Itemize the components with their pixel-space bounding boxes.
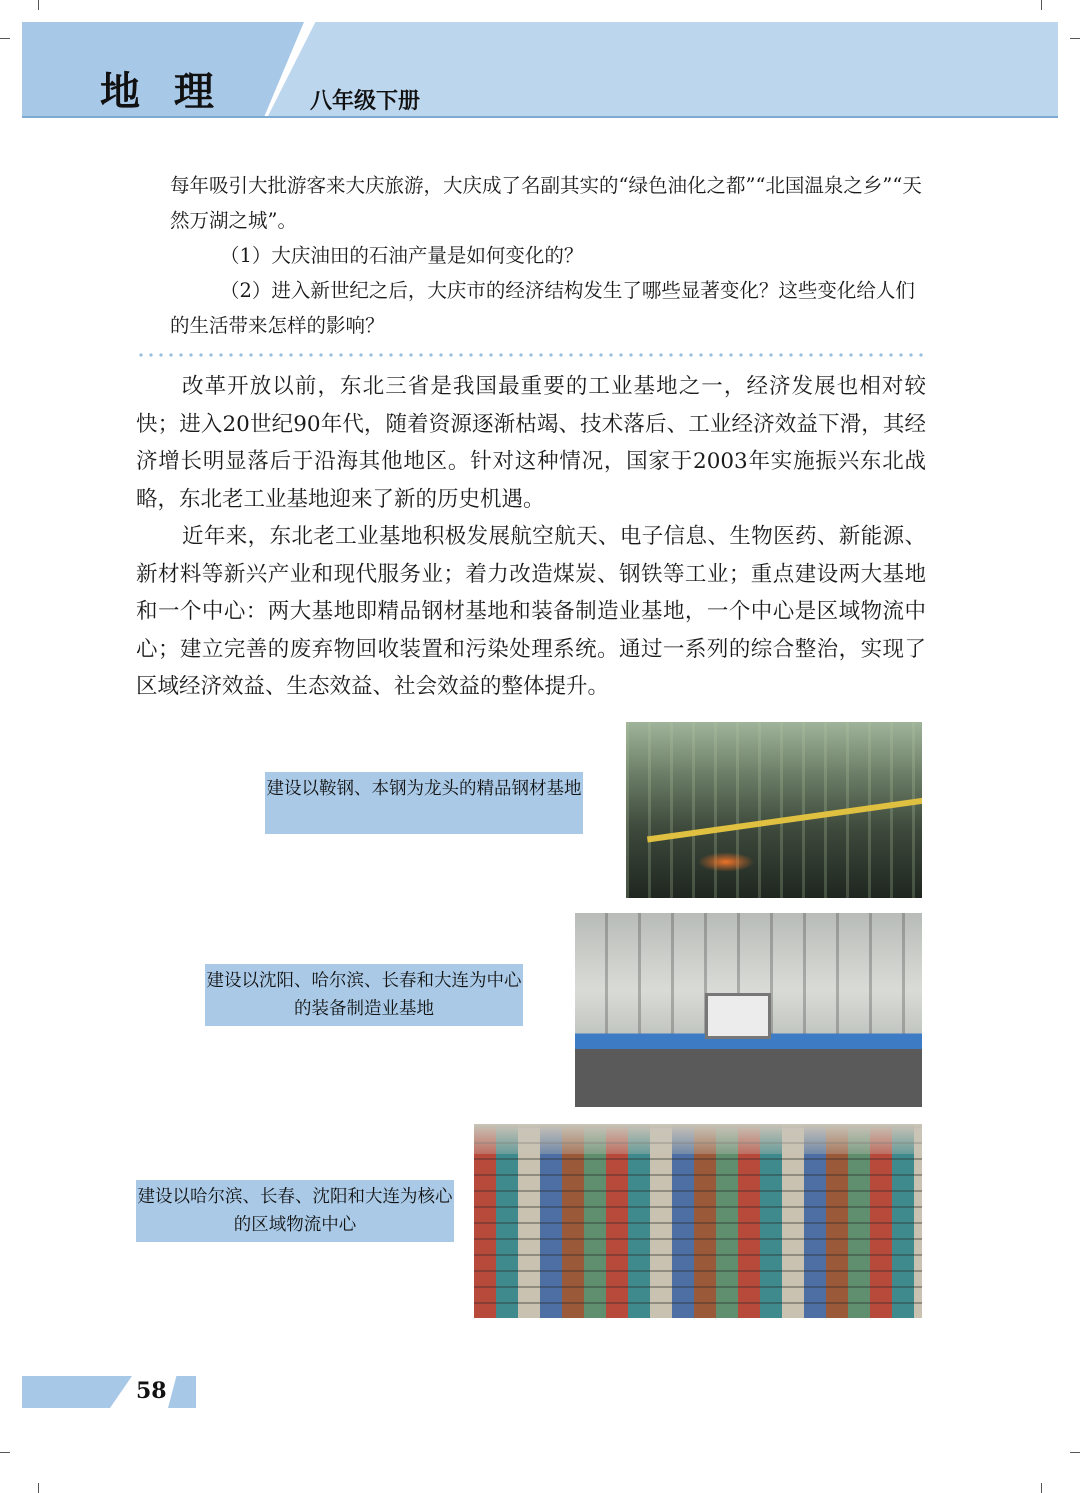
page-number: 58 <box>136 1378 167 1404</box>
case-text: 每年吸引大批游客来大庆旅游，大庆成了名副其实的“绿色油化之都”“北国温泉之乡”“天然万湖之城”。 <box>170 174 922 232</box>
machine-tool-photo <box>575 913 922 1107</box>
crop-mark <box>0 1452 10 1453</box>
crop-mark <box>1041 1483 1042 1493</box>
main-text <box>136 368 926 706</box>
footer-tab-accent <box>168 1376 196 1408</box>
grade-label: 八年级下册 <box>310 89 421 114</box>
paragraph-1: 改革开放以前，东北三省是我国最重要的工业基地之一，经济发展也相对较快；进入20世纪90年代，随着资源逐渐枯竭、技术落后、工业经济效益下滑，其经济增长明显落后于沿海其他地区。针对这种情况，国家于2003年实施振兴东北战略，东北老工业基地迎来了新的历史机遇。 <box>136 374 926 512</box>
crop-mark <box>0 38 10 39</box>
crop-mark <box>38 1483 39 1493</box>
question-2: （2）进入新世纪之后，大庆市的经济结构发生了哪些显著变化？这些变化给人们的生活带来怎样的影响？ <box>170 279 915 337</box>
crop-mark <box>38 0 39 10</box>
dotted-divider <box>136 353 926 357</box>
subject-title: 地 理 <box>100 69 224 115</box>
caption-equipment-base: 建设以沈阳、哈尔滨、长春和大连为中心的装备制造业基地 <box>205 964 523 1026</box>
crop-mark <box>1070 1452 1080 1453</box>
question-1: （1）大庆油田的石油产量是如何变化的？ <box>220 244 584 267</box>
footer-tab <box>22 1376 132 1408</box>
steel-mill-photo <box>626 722 922 898</box>
case-study <box>136 168 926 343</box>
caption-steel-base: 建设以鞍钢、本钢为龙头的精品钢材基地 <box>265 772 583 834</box>
paragraph-2: 近年来，东北老工业基地积极发展航空航天、电子信息、生物医药、新能源、新材料等新兴产业和现代服务业；着力改造煤炭、钢铁等工业；重点建设两大基地和一个中心：两大基地即精品钢材基地和装备制造业基地，一个中心是区域物流中心；建立完善的废弃物回收装置和污染处理系统。通过一系列的综合整治，实现了区域经济效益、生态效益、社会效益的整体提升。 <box>136 524 926 699</box>
crop-mark <box>1041 0 1042 10</box>
caption-logistics-center: 建设以哈尔滨、长春、沈阳和大连为核心的区域物流中心 <box>136 1180 454 1242</box>
crop-mark <box>1070 38 1080 39</box>
container-port-photo <box>474 1124 922 1318</box>
